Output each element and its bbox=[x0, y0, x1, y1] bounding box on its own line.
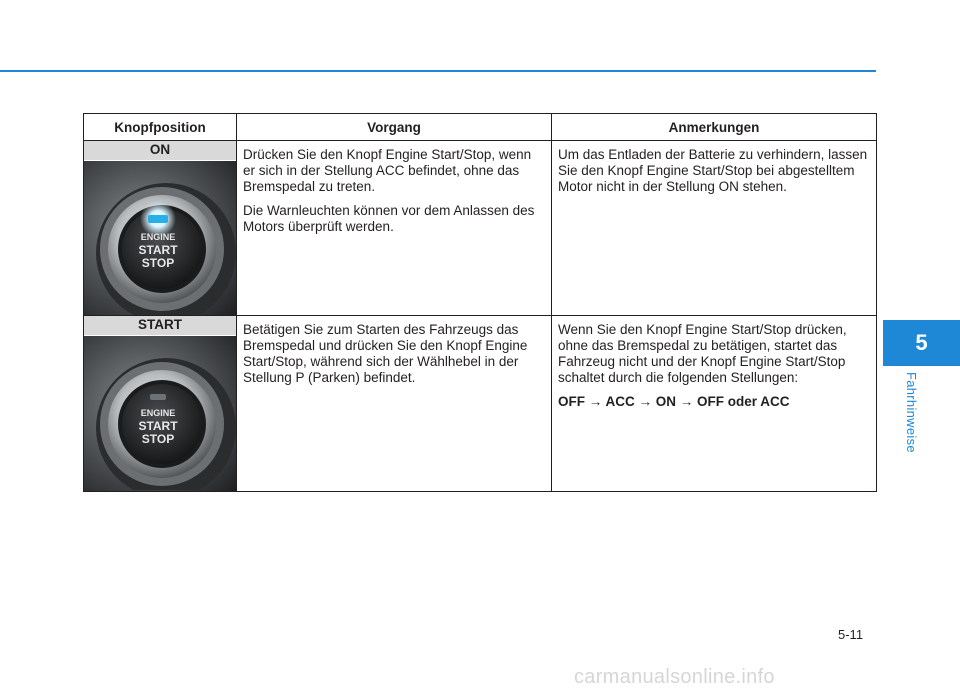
button-position-table bbox=[83, 113, 877, 492]
watermark: carmanualsonline.info bbox=[574, 666, 775, 688]
action-text: Die Warnleuchten können vor dem Anlassen des Motors überprüft werden. bbox=[243, 203, 535, 234]
notes-text: Wenn Sie den Knopf Engine Start/Stop drücken, ohne das Bremspedal zu betätigen, startet das Fahrzeug nicht und der Knopf Engine Start/Stop schaltet durch die folgenden Stellungen: bbox=[558, 322, 847, 385]
indicator-lamp bbox=[150, 394, 166, 400]
engine-start-button-image bbox=[84, 161, 236, 315]
header-notes: Anmerkungen bbox=[552, 114, 877, 141]
position-cell bbox=[84, 316, 237, 492]
button-text-stop: STOP bbox=[141, 256, 175, 270]
chapter-number-tab: 5 bbox=[883, 320, 960, 366]
action-cell bbox=[237, 141, 552, 316]
header-action: Vorgang bbox=[237, 114, 552, 141]
chapter-label: Fahrhinweise bbox=[904, 372, 919, 453]
indicator-lamp bbox=[148, 215, 168, 223]
button-text-start: START bbox=[138, 419, 178, 433]
engine-start-button-image bbox=[84, 336, 236, 491]
action-text: Betätigen Sie zum Starten des Fahrzeugs das Bremspedal und drücken Sie den Knopf Engine Start/Stop, während sich der Wählhebel in der Stellung P (Parken) befindet. bbox=[243, 322, 528, 385]
action-text: Drücken Sie den Knopf Engine Start/Stop, wenn er sich in der Stellung ACC befindet, ohne das Bremspedal zu treten. bbox=[243, 147, 532, 194]
position-sequence bbox=[558, 394, 870, 410]
table-row bbox=[84, 316, 877, 492]
position-label: ON bbox=[84, 141, 236, 160]
notes-text: Um das Entladen der Batterie zu verhindern, lassen Sie den Knopf Engine Start/Stop bei abgestelltem Motor nicht in der Stellung ON stehen. bbox=[558, 147, 868, 194]
position-cell bbox=[84, 141, 237, 316]
notes-cell bbox=[552, 141, 877, 316]
button-text-start: START bbox=[138, 243, 178, 257]
position-sequence-text: OFF → ACC → ON → OFF oder ACC bbox=[558, 394, 790, 409]
position-label: START bbox=[84, 316, 236, 335]
table-header-row bbox=[84, 114, 877, 141]
engine-start-button-icon bbox=[84, 161, 236, 315]
button-text-engine: ENGINE bbox=[140, 232, 176, 242]
button-text-stop: STOP bbox=[141, 432, 175, 446]
button-text-engine: ENGINE bbox=[140, 408, 176, 418]
header-position: Knopfposition bbox=[84, 114, 237, 141]
action-cell bbox=[237, 316, 552, 492]
top-rule bbox=[0, 70, 876, 72]
engine-start-button-icon bbox=[84, 336, 236, 490]
page-number: 5-11 bbox=[838, 627, 864, 642]
notes-cell bbox=[552, 316, 877, 492]
table-row bbox=[84, 141, 877, 316]
